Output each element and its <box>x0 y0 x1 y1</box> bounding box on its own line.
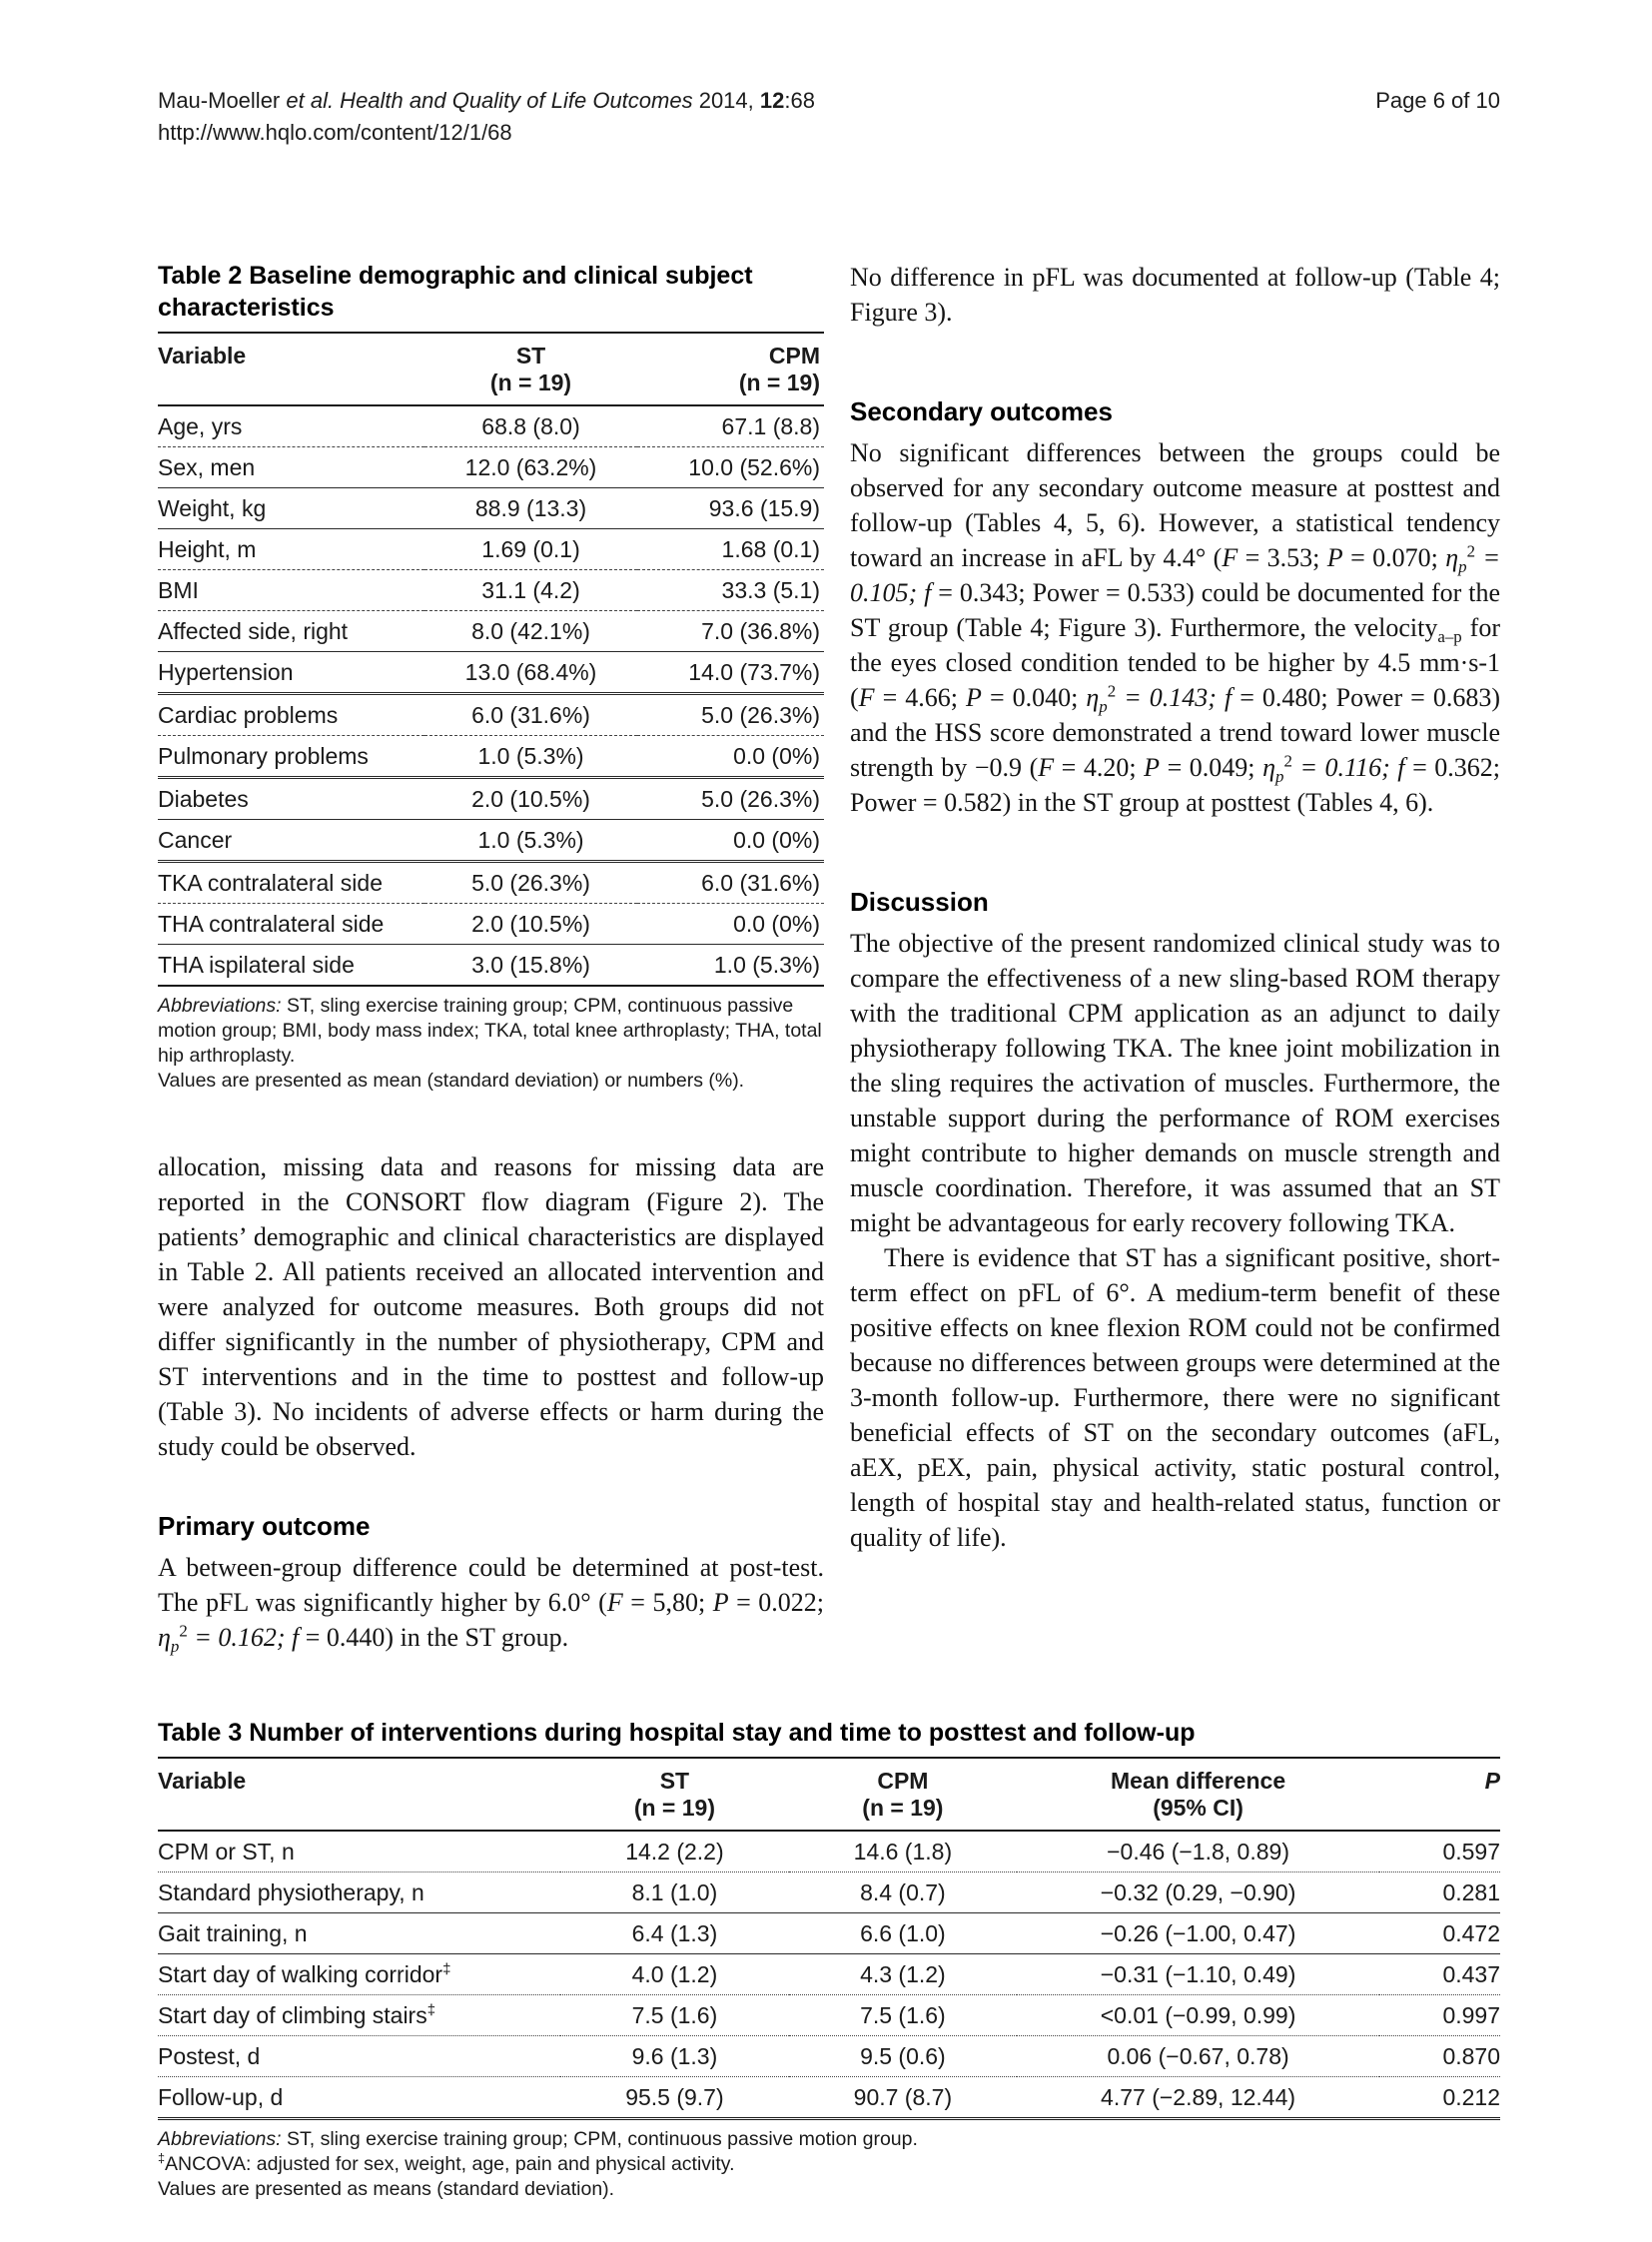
left-column <box>158 260 824 1655</box>
discussion-heading: Discussion <box>850 887 989 917</box>
row-label: BMI <box>158 570 424 611</box>
table-row <box>158 652 824 694</box>
cpm-value: 8.4 (0.7) <box>789 1872 1017 1913</box>
row-label: Sex, men <box>158 447 424 488</box>
cpm-value: 14.6 (1.8) <box>789 1831 1017 1872</box>
citation: Mau-Moeller et al. Health and Quality of Life Outcomes 2014, 12:68 <box>158 88 815 113</box>
table2-col-cpm: CPM <box>637 333 824 370</box>
cpm-value: 1.0 (5.3%) <box>637 945 824 987</box>
right-column <box>850 260 1500 1655</box>
cpm-value: 0.0 (0%) <box>637 736 824 778</box>
p-value: 0.870 <box>1379 2036 1500 2077</box>
mean-difference-value: 0.06 (−0.67, 0.78) <box>1017 2036 1379 2077</box>
row-label: Standard physiotherapy, n <box>158 1872 560 1913</box>
st-value: 1.69 (0.1) <box>424 529 637 570</box>
cpm-value: 6.6 (1.0) <box>789 1913 1017 1954</box>
st-value: 13.0 (68.4%) <box>424 652 637 694</box>
st-value: 8.1 (1.0) <box>560 1872 788 1913</box>
table3-footnotes <box>158 2127 1500 2202</box>
st-value: 88.9 (13.3) <box>424 488 637 529</box>
table-footnote: Values are presented as means (standard deviation). <box>158 2178 615 2200</box>
table3-col-variable: Variable <box>158 1758 560 1795</box>
row-label: Affected side, right <box>158 611 424 652</box>
table-row <box>158 2036 1500 2077</box>
p-value: 0.437 <box>1379 1954 1500 1995</box>
table-row <box>158 570 824 611</box>
table-row <box>158 529 824 570</box>
cpm-value: 67.1 (8.8) <box>637 405 824 447</box>
st-value: 8.0 (42.1%) <box>424 611 637 652</box>
table-row <box>158 736 824 778</box>
table3 <box>158 1757 1500 2120</box>
table-footnote: Abbreviations: ST, sling exercise training group; CPM, continuous passive motion group; BMI, body mass index; TKA, total knee arthroplasty; THA, total hip arthroplasty. <box>158 995 822 1067</box>
table-row <box>158 945 824 987</box>
table2-section <box>158 260 824 1094</box>
table-row <box>158 694 824 736</box>
two-column-layout <box>158 260 1500 1655</box>
table-row <box>158 904 824 945</box>
table3-col-cpm: CPM <box>789 1758 1017 1795</box>
mean-difference-value: −0.32 (0.29, −0.90) <box>1017 1872 1379 1913</box>
page-number: Page 6 of 10 <box>1375 88 1500 113</box>
st-value: 68.8 (8.0) <box>424 405 637 447</box>
body-paragraph: allocation, missing data and reasons for missing data are reported in the CONSORT flow diagram (Figure 2). The patients’ demographic and clinical characteristics are displayed in Table 2. All patients received an allocated intervention and were analyzed for outcome measures. Both groups did not differ significantly in the number of physiotherapy, CPM and ST interventions and in the time to posttest and follow-up (Table 3). No incidents of adverse effects or harm during the study could be observed. <box>158 1152 824 1461</box>
st-value: 14.2 (2.2) <box>560 1831 788 1872</box>
row-label: THA contralateral side <box>158 904 424 945</box>
cpm-value: 5.0 (26.3%) <box>637 778 824 820</box>
cpm-value: 14.0 (73.7%) <box>637 652 824 694</box>
row-label: TKA contralateral side <box>158 862 424 904</box>
secondary-outcomes-paragraph: No significant differences between the groups could be observed for any secondary outcome measure at posttest and follow-up (Tables 4, 5, 6). However, a statistical tendency toward an increase in aFL by 4.4° (F = 3.53; P = 0.070; $\eta_p^2 = 0.105$; f = 0.343; Power = 0.533) could be documented for the ST group (Table 4; Figure 3). Furthermore, the velocity$_{a-p}$ for the eyes closed condition tended to be higher by 4.5 mm·s-1 (F = 4.66; P = 0.040; $\eta_p^2 = 0.143$; f = 0.480; Power = 0.683) and the HSS score demonstrated a trend toward lower muscle strength by −0.9 (F = 4.20; P = 0.049; $\eta_p^2 = 0.116$; f = 0.362; Power = 0.582) in the ST group at posttest (Tables 4, 6). <box>850 438 1501 817</box>
table-row <box>158 820 824 862</box>
st-value: 31.1 (4.2) <box>424 570 637 611</box>
cpm-value: 9.5 (0.6) <box>789 2036 1017 2077</box>
table2 <box>158 332 824 987</box>
cpm-value: 7.0 (36.8%) <box>637 611 824 652</box>
table-row <box>158 1995 1500 2036</box>
mean-difference-value: 4.77 (−2.89, 12.44) <box>1017 2077 1379 2119</box>
st-value: 9.6 (1.3) <box>560 2036 788 2077</box>
table3-col-diff: Mean difference <box>1017 1758 1379 1795</box>
source-url[interactable]: http://www.hqlo.com/content/12/1/68 <box>158 120 512 145</box>
row-label: Cancer <box>158 820 424 862</box>
st-value: 6.4 (1.3) <box>560 1913 788 1954</box>
table-row <box>158 2077 1500 2119</box>
table-footnote: Abbreviations: ST, sling exercise training group; CPM, continuous passive motion group. <box>158 2128 918 2150</box>
table3-col-st-n: (n = 19) <box>560 1795 788 1831</box>
row-label: Follow-up, d <box>158 2077 560 2119</box>
cpm-value: 5.0 (26.3%) <box>637 694 824 736</box>
cpm-value: 7.5 (1.6) <box>789 1995 1017 2036</box>
st-value: 1.0 (5.3%) <box>424 736 637 778</box>
row-label: Start day of walking corridor‡ <box>158 1954 560 1995</box>
row-label: Height, m <box>158 529 424 570</box>
table3-col-diff-ci: (95% CI) <box>1017 1795 1379 1831</box>
table2-col-st-n: (n = 19) <box>424 370 637 405</box>
p-value: 0.281 <box>1379 1872 1500 1913</box>
row-label: Pulmonary problems <box>158 736 424 778</box>
st-value: 2.0 (10.5%) <box>424 904 637 945</box>
st-value: 1.0 (5.3%) <box>424 820 637 862</box>
cpm-value: 90.7 (8.7) <box>789 2077 1017 2119</box>
table-row <box>158 1872 1500 1913</box>
table2-col-st: ST <box>424 333 637 370</box>
table3-col-p: P <box>1379 1758 1500 1795</box>
p-value: 0.472 <box>1379 1913 1500 1954</box>
table-footnote: ‡ANCOVA: adjusted for sex, weight, age, pain and physical activity. <box>158 2151 735 2175</box>
table-row <box>158 1831 1500 1872</box>
table3-title: Table 3 Number of interventions during hospital stay and time to posttest and follow-up <box>158 1719 1196 1747</box>
cpm-value: 0.0 (0%) <box>637 904 824 945</box>
cpm-value: 6.0 (31.6%) <box>637 862 824 904</box>
table-row <box>158 447 824 488</box>
mean-difference-value: −0.26 (−1.00, 0.47) <box>1017 1913 1379 1954</box>
row-label: Gait training, n <box>158 1913 560 1954</box>
row-label: Start day of climbing stairs‡ <box>158 1995 560 2036</box>
st-value: 12.0 (63.2%) <box>424 447 637 488</box>
cpm-value: 4.3 (1.2) <box>789 1954 1017 1995</box>
st-value: 7.5 (1.6) <box>560 1995 788 2036</box>
mean-difference-value: <0.01 (−0.99, 0.99) <box>1017 1995 1379 2036</box>
st-value: 4.0 (1.2) <box>560 1954 788 1995</box>
table-row <box>158 611 824 652</box>
cpm-value: 10.0 (52.6%) <box>637 447 824 488</box>
secondary-outcomes-heading: Secondary outcomes <box>850 396 1113 426</box>
st-value: 95.5 (9.7) <box>560 2077 788 2119</box>
body-paragraph: No difference in pFL was documented at follow-up (Table 4; Figure 3). <box>850 263 1500 327</box>
p-value: 0.212 <box>1379 2077 1500 2119</box>
table-footnote: Values are presented as mean (standard deviation) or numbers (%). <box>158 1070 745 1092</box>
row-label: Hypertension <box>158 652 424 694</box>
table3-col-st: ST <box>560 1758 788 1795</box>
table-row <box>158 1913 1500 1954</box>
row-label: Cardiac problems <box>158 694 424 736</box>
row-label: Postest, d <box>158 2036 560 2077</box>
mean-difference-value: −0.46 (−1.8, 0.89) <box>1017 1831 1379 1872</box>
table2-col-cpm-n: (n = 19) <box>637 370 824 405</box>
st-value: 5.0 (26.3%) <box>424 862 637 904</box>
primary-outcome-heading: Primary outcome <box>158 1511 371 1541</box>
table-row <box>158 488 824 529</box>
row-label: THA ispilateral side <box>158 945 424 987</box>
row-label: Weight, kg <box>158 488 424 529</box>
discussion-paragraph-2: There is evidence that ST has a significant positive, short-term effect on pFL of 6°. A medium-term benefit of these positive effects on knee flexion ROM could not be confirmed because no differences between groups were determined at the 3-month follow-up. Furthermore, there were no significant beneficial effects of ST on the secondary outcomes (aFL, aEX, pEX, pain, physical activity, static postural control, length of hospital stay and health-related status, function or quality of life). <box>850 1243 1500 1552</box>
table2-title: Table 2 Baseline demographic and clinical subject characteristics <box>158 262 753 322</box>
discussion-paragraph-1: The objective of the present randomized clinical study was to compare the effectiveness of a new sling-based ROM therapy with the traditional CPM application as an adjunct to daily physiotherapy following TKA. The knee joint mobilization in the sling requires the activation of muscles. Furthermore, the unstable support during the performance of ROM exercises might contribute to higher demands on muscle strength and muscle coordination. Therefore, it was assumed that an ST might be advantageous for early recovery following TKA. <box>850 929 1500 1237</box>
table3-section <box>158 1717 1500 2202</box>
cpm-value: 33.3 (5.1) <box>637 570 824 611</box>
row-label: Diabetes <box>158 778 424 820</box>
st-value: 3.0 (15.8%) <box>424 945 637 987</box>
cpm-value: 93.6 (15.9) <box>637 488 824 529</box>
table2-col-variable: Variable <box>158 333 424 370</box>
table-row <box>158 862 824 904</box>
table-row <box>158 405 824 447</box>
table-row <box>158 778 824 820</box>
page-header <box>158 86 1500 148</box>
row-label: Age, yrs <box>158 405 424 447</box>
st-value: 2.0 (10.5%) <box>424 778 637 820</box>
p-value: 0.597 <box>1379 1831 1500 1872</box>
mean-difference-value: −0.31 (−1.10, 0.49) <box>1017 1954 1379 1995</box>
table2-footnotes <box>158 994 824 1094</box>
cpm-value: 1.68 (0.1) <box>637 529 824 570</box>
cpm-value: 0.0 (0%) <box>637 820 824 862</box>
row-label: CPM or ST, n <box>158 1831 560 1872</box>
primary-outcome-paragraph: A between-group difference could be determined at post-test. The pFL was significantly higher by 6.0° (F = 5,80; P = 0.022; $\eta_p^2 = 0.162$; f = 0.440) in the ST group. <box>158 1553 825 1657</box>
table3-col-cpm-n: (n = 19) <box>789 1795 1017 1831</box>
st-value: 6.0 (31.6%) <box>424 694 637 736</box>
p-value: 0.997 <box>1379 1995 1500 2036</box>
table-row <box>158 1954 1500 1995</box>
